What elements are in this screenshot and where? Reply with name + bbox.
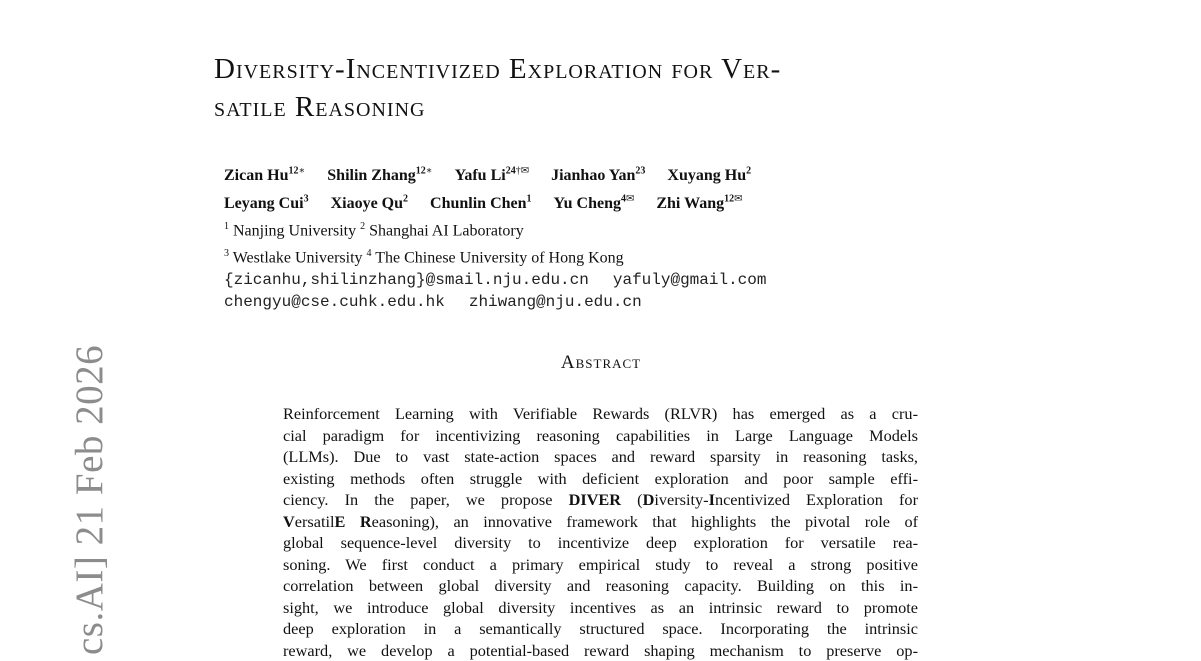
abstract-line: soning. We first conduct a primary empirical study to reveal a strong positive bbox=[283, 554, 918, 576]
author-name-text: Leyang Cui bbox=[224, 195, 304, 212]
email-address: zhiwang@nju.edu.cn bbox=[469, 293, 642, 311]
emails-line-2 bbox=[224, 291, 984, 313]
abstract-line: (LLMs). Due to vast state-action spaces and reward sparsity in reasoning tasks, bbox=[283, 446, 918, 468]
abstract-heading: Abstract bbox=[0, 352, 1201, 374]
author-name-text: Zican Hu bbox=[224, 167, 288, 184]
abstract-line: reward, we develop a potential-based reward shaping mechanism to preserve op- bbox=[283, 640, 918, 661]
author-affil-sup: 24 bbox=[506, 166, 516, 177]
affil-name: Nanjing University bbox=[233, 222, 356, 239]
abstract-line: ciency. In the paper, we propose DIVER (Diversity-Incentivized Exploration for bbox=[283, 489, 918, 511]
affil-name: Shanghai AI Laboratory bbox=[369, 222, 524, 239]
affil-sup: 2 bbox=[360, 221, 365, 232]
abstract-line: existing methods often struggle with deficient exploration and poor sample effi- bbox=[283, 468, 918, 490]
emails-line-1 bbox=[224, 269, 984, 291]
author-name bbox=[430, 195, 532, 212]
affiliations-line-1 bbox=[224, 215, 984, 242]
abstract-line: cial paradigm for incentivizing reasoning capabilities in Large Language Models bbox=[283, 425, 918, 447]
author-affil-sup: 3 bbox=[304, 193, 309, 204]
author-name-text: Xiaoye Qu bbox=[331, 195, 403, 212]
author-name bbox=[224, 195, 309, 212]
title-line-1: Diversity-Incentivized Exploration for Ver- bbox=[214, 53, 781, 85]
author-name-text: Zhi Wang bbox=[656, 195, 724, 212]
abstract-line: deep exploration in a semantically structured space. Incorporating the intrinsic bbox=[283, 618, 918, 640]
email-address: yafuly@gmail.com bbox=[613, 271, 767, 289]
author-name bbox=[224, 167, 305, 184]
author-name bbox=[656, 195, 742, 212]
abstract-line: correlation between global diversity and reasoning capacity. Building on this in- bbox=[283, 575, 918, 597]
affil-sup: 1 bbox=[224, 221, 229, 232]
abstract-line: global sequence-level diversity to incentivize deep exploration for versatile rea- bbox=[283, 532, 918, 554]
author-affil-sup: 12 bbox=[416, 166, 426, 177]
author-row-2 bbox=[224, 187, 984, 214]
affil-sup: 4 bbox=[367, 248, 372, 259]
email-address: {zicanhu,shilinzhang}@smail.nju.edu.cn bbox=[224, 271, 589, 289]
author-name bbox=[554, 195, 635, 212]
arxiv-stamp-text: cs.AI] 21 Feb 2026 bbox=[67, 345, 112, 655]
author-name bbox=[331, 195, 408, 212]
author-name bbox=[551, 167, 645, 184]
author-name bbox=[327, 167, 432, 184]
paper-title bbox=[214, 50, 1004, 126]
author-mark: ✉ bbox=[626, 193, 634, 204]
author-mark: †✉ bbox=[516, 166, 529, 177]
abstract-line: sight, we introduce global diversity incentives as an intrinsic reward to promote bbox=[283, 597, 918, 619]
author-affil-sup: 1 bbox=[527, 193, 532, 204]
author-affil-sup: 12 bbox=[724, 193, 734, 204]
author-name-text: Yu Cheng bbox=[554, 195, 621, 212]
affil-name: Westlake University bbox=[233, 249, 363, 266]
author-block bbox=[224, 160, 984, 313]
title-line-2: satile Reasoning bbox=[214, 88, 1004, 126]
author-affil-sup: 2 bbox=[746, 166, 751, 177]
author-name bbox=[455, 167, 530, 184]
abstract-body bbox=[283, 403, 918, 661]
affil-sup: 3 bbox=[224, 248, 229, 259]
author-name-text: Shilin Zhang bbox=[327, 167, 416, 184]
author-mark: ✉ bbox=[734, 193, 742, 204]
abstract-line: Reinforcement Learning with Verifiable Rewards (RLVR) has emerged as a cru- bbox=[283, 403, 918, 425]
email-address: chengyu@cse.cuhk.edu.hk bbox=[224, 293, 445, 311]
author-name bbox=[667, 167, 751, 184]
author-affil-sup: 2 bbox=[403, 193, 408, 204]
abstract-line: VersatilE Reasoning), an innovative framework that highlights the pivotal role of bbox=[283, 511, 918, 533]
arxiv-stamp bbox=[22, 0, 70, 648]
affiliations-line-2 bbox=[224, 242, 984, 269]
author-affil-sup: 23 bbox=[635, 166, 645, 177]
author-affil-sup: 12 bbox=[288, 166, 298, 177]
author-name-text: Chunlin Chen bbox=[430, 195, 527, 212]
author-affil-sup: 4 bbox=[621, 193, 626, 204]
author-name-text: Jianhao Yan bbox=[551, 167, 635, 184]
author-row-1 bbox=[224, 160, 984, 187]
author-mark: ∗ bbox=[426, 166, 433, 177]
affil-name: The Chinese University of Hong Kong bbox=[375, 249, 623, 266]
author-name-text: Xuyang Hu bbox=[667, 167, 746, 184]
author-name-text: Yafu Li bbox=[455, 167, 506, 184]
author-mark: ∗ bbox=[298, 166, 305, 177]
